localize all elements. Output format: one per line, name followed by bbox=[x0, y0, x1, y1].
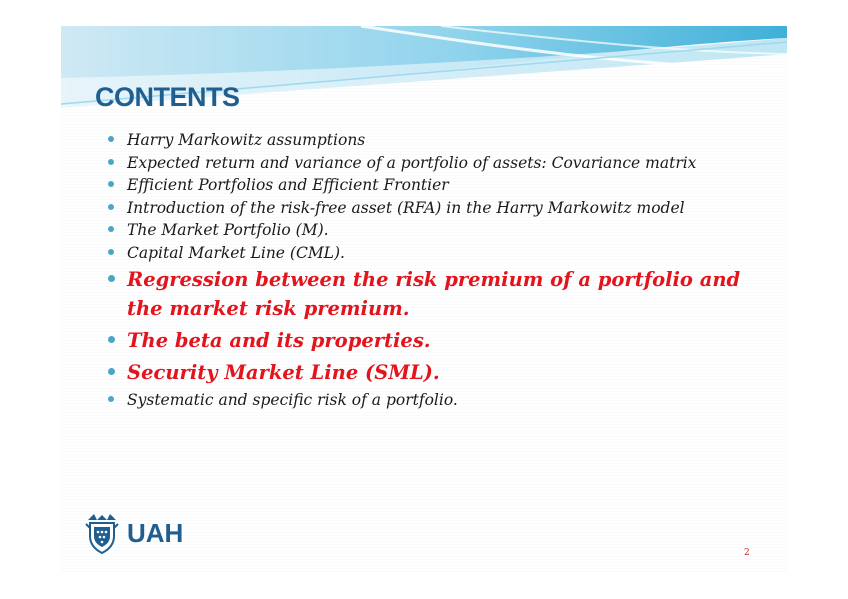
university-crest-icon bbox=[81, 512, 123, 554]
list-item-highlight bbox=[103, 265, 763, 323]
list-item-text: Regression between the risk premium of a portfolio and the market risk premium. bbox=[127, 268, 741, 320]
uah-logo bbox=[81, 512, 183, 554]
logo-text: UAH bbox=[127, 517, 184, 548]
list-item bbox=[103, 220, 763, 240]
bullet-icon bbox=[108, 396, 114, 402]
list-item-text: Introduction of the risk-free asset (RFA) in the Harry Markowitz model bbox=[127, 198, 685, 217]
bullet-icon bbox=[108, 159, 114, 165]
list-item bbox=[103, 243, 763, 263]
list-item-text: Security Market Line (SML). bbox=[127, 361, 440, 384]
list-item bbox=[103, 130, 763, 150]
contents-list bbox=[103, 130, 763, 413]
list-item bbox=[103, 390, 763, 410]
list-item-text: Expected return and variance of a portfolio of assets: Covariance matrix bbox=[127, 153, 697, 172]
bullet-icon bbox=[108, 368, 115, 375]
list-item-highlight bbox=[103, 358, 763, 387]
list-item-highlight bbox=[103, 326, 763, 355]
bullet-icon bbox=[108, 136, 114, 142]
bullet-icon bbox=[108, 181, 114, 187]
bullet-icon bbox=[108, 204, 114, 210]
list-item-text: Capital Market Line (CML). bbox=[127, 243, 345, 262]
list-item-text: Efficient Portfolios and Efficient Frontier bbox=[127, 176, 449, 194]
list-item bbox=[103, 198, 763, 218]
slide-title: CONTENTS bbox=[95, 82, 240, 112]
list-item bbox=[103, 175, 763, 195]
bullet-icon bbox=[108, 249, 114, 255]
list-item-text: Harry Markowitz assumptions bbox=[127, 131, 366, 149]
bullet-icon bbox=[108, 336, 115, 343]
page-number: 2 bbox=[744, 548, 750, 558]
list-item-text: The Market Portfolio (M). bbox=[127, 221, 329, 239]
bullet-icon bbox=[108, 226, 114, 232]
list-item bbox=[103, 153, 763, 173]
slide bbox=[61, 26, 787, 572]
list-item-text: The beta and its properties. bbox=[127, 329, 431, 352]
list-item-text: Systematic and specific risk of a portfolio. bbox=[127, 391, 458, 409]
bullet-icon bbox=[108, 275, 115, 282]
